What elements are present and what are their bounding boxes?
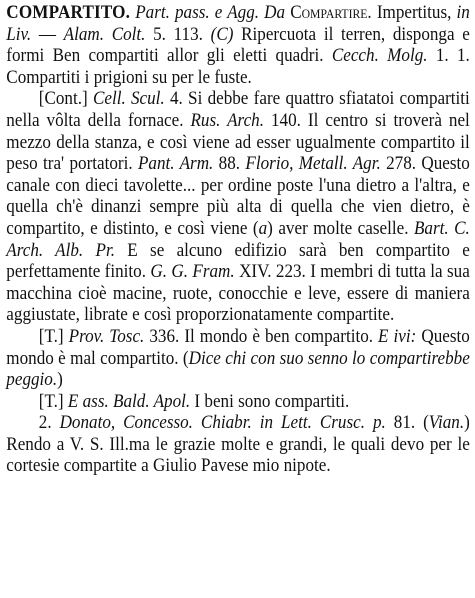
edition-tag: (C) [210, 23, 234, 45]
edition-tag: [Cont.] [38, 88, 88, 110]
citation-text: ) Rendo a V. S. Ill.ma le grazie molte e grandi, le quali devo per le cortesie compartite a Giulio Pavese mio nipote. [6, 412, 470, 477]
citation-text: E se alcuno edifizio sarà ben compartito e perfettamente finito. [6, 239, 470, 283]
citation-text: Ripercuota il terren, disponga e formi Ben compartiti allor gli eletti quadri. [6, 23, 470, 67]
entry-cont-citations [6, 88, 470, 326]
grammar-note: Part. pass. e Agg. Da [135, 2, 286, 23]
citation-text: 1. 1. Compartiti i prigioni su per le fuste. [6, 45, 470, 88]
entry-compartito [6, 2, 470, 88]
entry-tommaseo-absolute [6, 391, 470, 413]
citation-text: ) [57, 369, 63, 391]
edition-tag: [T.] [38, 325, 64, 347]
citation-source: Chiabr. in Lett. Crusc. p. [200, 412, 386, 434]
citation-text: XIV. 223. I membri di tutta la sua macchina cioè macine, ruote, conocchie e leve, essere di maniera aggiustate, librate e così proporzionatamente compartite. [6, 261, 470, 326]
sense-gloss: Donato, Concesso. [59, 412, 193, 434]
headword: COMPARTITO. [6, 2, 131, 23]
latin-source: in Liv. [6, 2, 470, 45]
citation-source: Florio, Metall. Agr. [245, 153, 381, 175]
entry-tommaseo-proverb [6, 326, 470, 391]
citation-text: 4. Si debbe fare quattro sfiatatoi compartiti nella vôlta della fornace. [6, 88, 470, 131]
footnote-marker: a [258, 217, 268, 239]
citation-text: ) aver molte caselle. [267, 217, 409, 239]
latin-equivalent: Impertitus, [376, 2, 452, 23]
citation-source: Cell. Scul. [92, 88, 165, 110]
citation-source: Pant. Arm. [137, 153, 214, 175]
citation-source: Rus. Arch. [190, 109, 264, 131]
citation-source: E ivi: [378, 325, 417, 347]
citation-text: 336. Il mondo è ben compartito. [149, 325, 374, 347]
cross-reference: Compartire. [290, 2, 372, 23]
sense-number: 2. [38, 412, 52, 434]
citation-text: 278. Questo canale con dieci tavolette... per ordine poste l'una dietro a l'altra, e quella ch'è dinanzi sempre più alta di quella che vien dietro, è compartito, e distinto, e così viene ( [6, 153, 470, 239]
citation-gloss: Dice chi con suo senno lo compartirebbe peggio. [6, 347, 470, 391]
citation-source: Cecch. Molg. [331, 45, 428, 67]
citation-source: Alam. Colt. [63, 23, 146, 45]
citation-text: 81. ( [393, 412, 429, 434]
citation-text: 140. Il centro si troverà nel mezzo della stanza, e così viene ad esser ugualmente compartito il peso tra' portatori. [6, 109, 470, 175]
citation-text: I beni sono compartiti. [194, 390, 350, 412]
citation-variant: Vian. [428, 412, 465, 434]
citation-source: Prov. Tosc. [68, 325, 145, 347]
edition-tag: [T.] [38, 390, 64, 412]
citation-number: 5. 113. [153, 23, 203, 45]
entry-sense-2 [6, 412, 470, 477]
citation-text: Questo mondo è mal compartito. ( [6, 325, 470, 369]
citation-source: E ass. Bald. Apol. [67, 390, 191, 412]
citation-source: Bart. C. Arch. Alb. Pr. [6, 217, 470, 261]
citation-number: 88. [218, 153, 241, 175]
citation-source: G. G. Fram. [150, 261, 235, 283]
dash: — [38, 23, 56, 45]
